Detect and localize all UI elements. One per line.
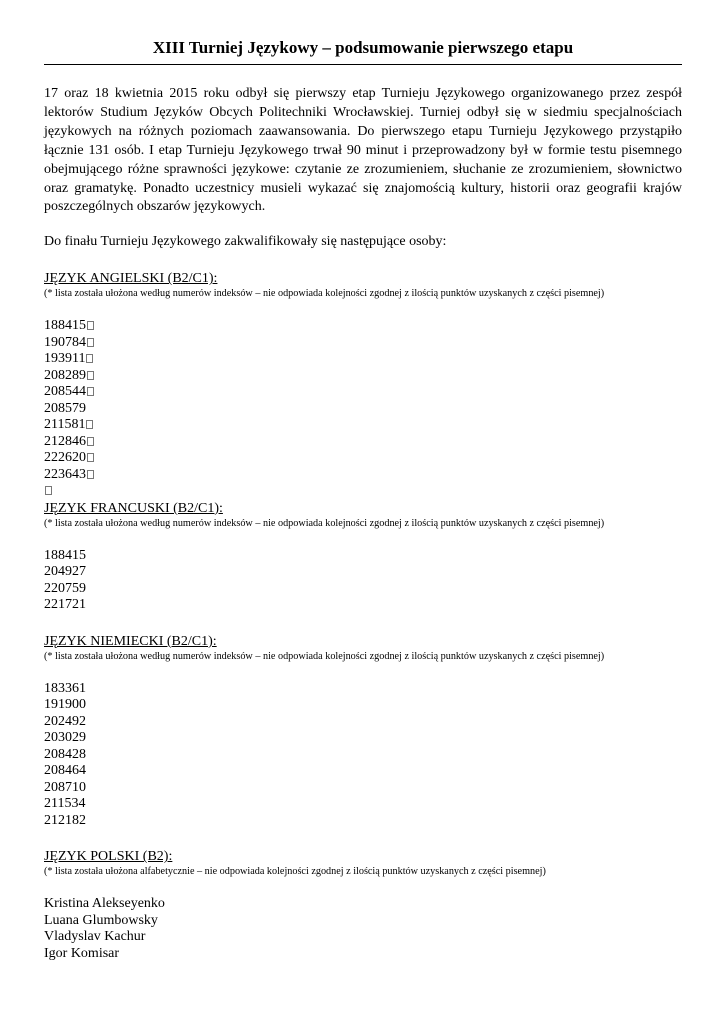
list-item: 208428 [44, 746, 86, 762]
list-item: 208544 [44, 384, 682, 401]
section-french [44, 501, 682, 614]
list-item: 211534 [44, 796, 86, 812]
missing-glyph-icon [87, 338, 94, 347]
missing-glyph-icon [87, 371, 94, 380]
section-german [44, 634, 682, 830]
list-item: 221721 [44, 597, 86, 613]
missing-glyph-icon [86, 354, 93, 363]
missing-glyph-icon [87, 321, 94, 330]
intro-paragraph: 17 oraz 18 kwietnia 2015 roku odbył się pierwszy etap Turnieju Językowego organizowanego przez zespół lektorów Studium Języków Obcych Politechniki Wrocławskiej. Turniej odbył się w siedmiu specjalnościach językowych na różnych poziomach zaawansowania. Do pierwszego etapu Turnieju Językowego przystąpiło łącznie 131 osób. I etap Turnieju Językowego trwał 90 minut i przeprowadzony był w formie testu pisemnego obejmującego różne sprawności językowe: czytanie ze zrozumieniem, słuchanie ze zrozumieniem, słownictwo oraz gramatykę. Ponadto uczestnicy musieli wykazać się znajomością kultury, historii oraz geografii krajów poszczególnych obszarów językowych. [44, 86, 682, 215]
entry-list [44, 896, 682, 962]
list-item: 191900 [44, 697, 86, 713]
list-item: 204927 [44, 564, 86, 580]
entry-list [44, 681, 682, 830]
list-item: Vladyslav Kachur [44, 929, 146, 945]
list-item: 212846 [44, 434, 682, 451]
list-item [44, 483, 682, 500]
list-item: 222620 [44, 450, 682, 467]
document-page [44, 38, 682, 962]
qualified-intro: Do finału Turnieju Językowego zakwalifikowały się następujące osoby: [44, 234, 447, 250]
section-note: (* lista została ułożona według numerów indeksów – nie odpowiada kolejności zgodnej z ilością punktów uzyskanych z części pisemnej) [44, 517, 605, 529]
missing-glyph-icon [87, 470, 94, 479]
list-item: 188415 [44, 318, 682, 335]
missing-glyph-icon [86, 420, 93, 429]
list-item: 208710 [44, 779, 86, 795]
list-item: Igor Komisar [44, 945, 120, 961]
list-item: 223643 [44, 467, 682, 484]
list-item: 202492 [44, 713, 86, 729]
missing-glyph-icon [87, 453, 94, 462]
section-title: JĘZYK NIEMIECKI (B2/C1): [44, 633, 217, 649]
section-polish [44, 849, 682, 962]
section-note: (* lista została ułożona według numerów indeksów – nie odpowiada kolejności zgodnej z ilością punktów uzyskanych z części pisemnej) [44, 288, 605, 300]
list-item: 188415 [44, 547, 86, 563]
section-title: JĘZYK FRANCUSKI (B2/C1): [44, 500, 223, 516]
list-item: 183361 [44, 680, 86, 696]
entry-list [44, 318, 682, 500]
section-title: JĘZYK ANGIELSKI (B2/C1): [44, 271, 218, 287]
missing-glyph-icon [45, 486, 52, 495]
entry-list [44, 548, 682, 614]
list-item: 208464 [44, 763, 86, 779]
list-item: 193911 [44, 351, 682, 368]
section-english [44, 271, 682, 500]
missing-glyph-icon [87, 387, 94, 396]
section-note: (* lista została ułożona alfabetycznie – nie odpowiada kolejności zgodnej z ilością punktów uzyskanych z części pisemnej) [44, 866, 546, 878]
list-item: 220759 [44, 580, 86, 596]
list-item: 211581 [44, 417, 682, 434]
list-item: 208579 [44, 400, 86, 416]
list-item: Luana Glumbowsky [44, 912, 158, 928]
section-note: (* lista została ułożona według numerów indeksów – nie odpowiada kolejności zgodnej z ilością punktów uzyskanych z części pisemnej) [44, 650, 605, 662]
list-item: 212182 [44, 812, 86, 828]
list-item: 203029 [44, 730, 86, 746]
section-title: JĘZYK POLSKI (B2): [44, 849, 173, 865]
page-title: XIII Turniej Językowy – podsumowanie pierwszego etapu [44, 38, 682, 65]
list-item: Kristina Alekseyenko [44, 896, 165, 912]
missing-glyph-icon [87, 437, 94, 446]
list-item: 190784 [44, 335, 682, 352]
list-item: 208289 [44, 368, 682, 385]
